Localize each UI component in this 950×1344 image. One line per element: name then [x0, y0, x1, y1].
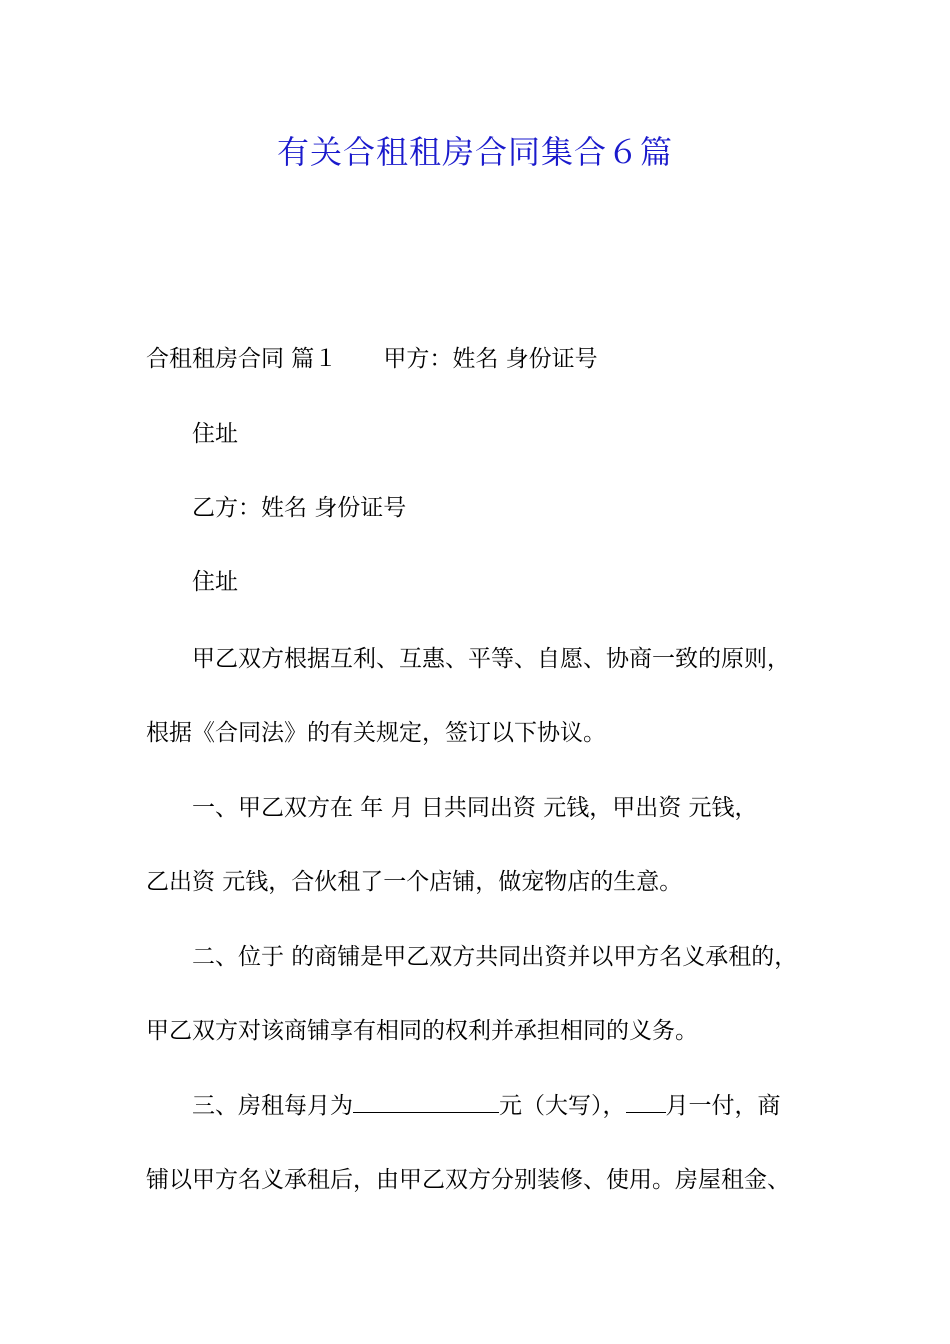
- rent-suffix: 月一付，商: [665, 1093, 781, 1119]
- paragraph-line: 根据《合同法》的有关规定，签订以下协议。: [146, 720, 606, 746]
- party-a-address: 住址: [192, 421, 238, 447]
- clause-1-line: 一、甲乙双方在 年 月 日共同出资 元钱，甲出资 元钱，: [192, 795, 758, 821]
- clause-3-line: 铺以甲方名义承租后，由甲乙双方分别装修、使用。房屋租金、: [146, 1167, 790, 1193]
- clause-1-line: 乙出资 元钱，合伙租了一个店铺，做宠物店的生意。: [146, 869, 683, 895]
- party-b-address: 住址: [192, 569, 238, 595]
- section-heading-line: [146, 343, 826, 375]
- payment-period-blank[interactable]: [626, 1090, 666, 1113]
- party-b-line: 乙方：姓名 身份证号: [192, 495, 407, 521]
- rent-amount-blank[interactable]: [353, 1090, 499, 1113]
- rent-prefix: 三、房租每月为: [192, 1093, 353, 1119]
- section-title: 合租租房合同 篇１: [146, 346, 338, 372]
- rent-middle: 元（大写），: [499, 1093, 626, 1119]
- clause-2-line: 二、位于 的商铺是甲乙双方共同出资并以甲方名义承租的，: [192, 944, 798, 970]
- clause-3-line: [192, 1090, 872, 1122]
- party-a-line: 甲方：姓名 身份证号: [383, 346, 598, 372]
- document-title: 有关合租租房合同集合６篇: [276, 133, 673, 171]
- paragraph-line: 甲乙双方根据互利、互惠、平等、自愿、协商一致的原则，: [192, 646, 790, 672]
- clause-2-line: 甲乙双方对该商铺享有相同的权利并承担相同的义务。: [146, 1018, 698, 1044]
